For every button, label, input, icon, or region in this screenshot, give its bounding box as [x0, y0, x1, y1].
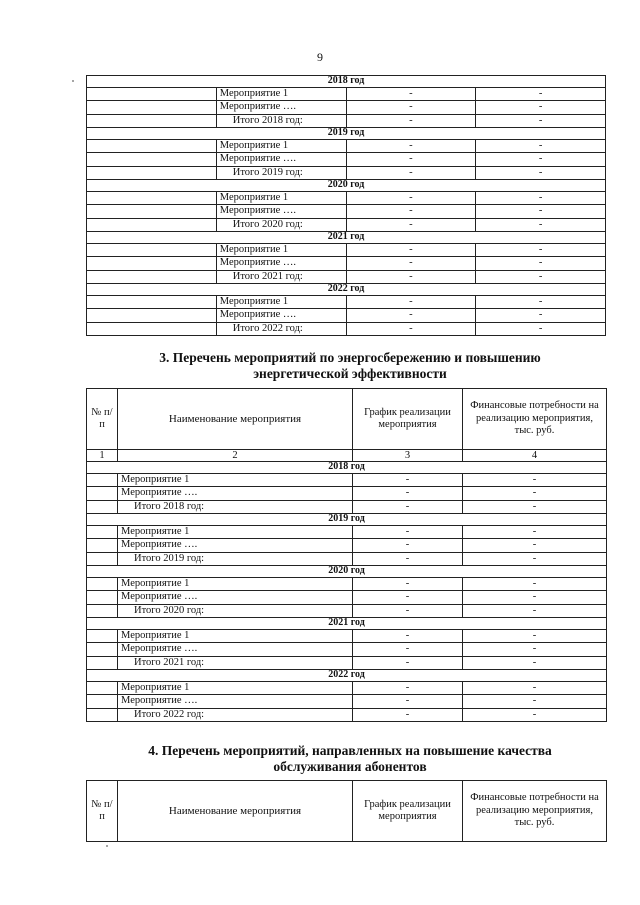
row-number-cell	[87, 539, 118, 553]
section-3-title-line-1: 3. Перечень мероприятий по энергосбережению и повышению	[159, 350, 541, 365]
row-number-cell	[87, 708, 118, 722]
finance-cell: -	[476, 257, 606, 271]
total-label-cell: Итого 2021 год:	[118, 656, 353, 670]
year-group-row	[87, 284, 606, 296]
finance-cell: -	[463, 629, 607, 643]
total-label-cell: Итого 2021 год:	[216, 270, 346, 284]
event-name-cell: Мероприятие 1	[118, 525, 353, 539]
col-number-1: 1	[87, 450, 118, 462]
header-num: № п/п	[87, 781, 118, 842]
schedule-cell: -	[346, 166, 476, 180]
table-row	[87, 591, 607, 605]
table-row	[87, 205, 606, 219]
finance-cell: -	[463, 681, 607, 695]
year-group-row	[87, 462, 607, 474]
row-number-cell	[87, 500, 118, 514]
schedule-cell: -	[346, 114, 476, 128]
row-number-cell	[87, 604, 118, 618]
table-header-row	[87, 389, 607, 450]
header-finance: Финансовые потребности на реализацию мероприятия, тыс. руб.	[463, 389, 607, 450]
total-row	[87, 552, 607, 566]
finance-cell: -	[476, 191, 606, 205]
row-number-cell	[87, 643, 118, 657]
total-label-cell: Итого 2018 год:	[118, 500, 353, 514]
total-label-cell: Итого 2019 год:	[216, 166, 346, 180]
schedule-cell: -	[353, 591, 463, 605]
event-name-cell: Мероприятие ….	[118, 695, 353, 709]
schedule-cell: -	[353, 552, 463, 566]
event-name-cell: Мероприятие ….	[216, 153, 346, 167]
event-name-cell: Мероприятие ….	[216, 101, 346, 115]
table-row	[87, 629, 607, 643]
total-row	[87, 166, 606, 180]
row-number-cell	[87, 270, 217, 284]
table-row	[87, 487, 607, 501]
table-row	[87, 295, 606, 309]
schedule-cell: -	[353, 473, 463, 487]
year-label: 2018 год	[87, 462, 607, 474]
row-number-cell	[87, 87, 217, 101]
schedule-cell: -	[346, 101, 476, 115]
finance-cell: -	[463, 656, 607, 670]
event-name-cell: Мероприятие ….	[118, 487, 353, 501]
finance-cell: -	[476, 218, 606, 232]
total-row	[87, 114, 606, 128]
year-group-row	[87, 180, 606, 192]
year-group-row	[87, 514, 607, 526]
year-label: 2021 год	[87, 232, 606, 244]
row-number-cell	[87, 295, 217, 309]
finance-cell: -	[476, 295, 606, 309]
event-name-cell: Мероприятие ….	[216, 205, 346, 219]
row-number-cell	[87, 681, 118, 695]
energy-saving-events-table	[86, 388, 607, 722]
table-row	[87, 681, 607, 695]
row-number-cell	[87, 552, 118, 566]
year-label: 2020 год	[87, 566, 607, 578]
event-name-cell: Мероприятие ….	[216, 309, 346, 323]
finance-cell: -	[463, 708, 607, 722]
event-name-cell: Мероприятие 1	[216, 295, 346, 309]
schedule-cell: -	[346, 218, 476, 232]
table-row	[87, 695, 607, 709]
finance-cell: -	[476, 101, 606, 115]
finance-cell: -	[463, 487, 607, 501]
year-label: 2021 год	[87, 618, 607, 630]
table-row	[87, 243, 606, 257]
finance-cell: -	[463, 591, 607, 605]
table-row	[87, 257, 606, 271]
finance-cell: -	[476, 87, 606, 101]
table-header-row	[87, 781, 607, 842]
total-row	[87, 500, 607, 514]
service-quality-events-table	[86, 780, 607, 842]
finance-cell: -	[463, 500, 607, 514]
total-label-cell: Итого 2018 год:	[216, 114, 346, 128]
col-number-2: 2	[118, 450, 353, 462]
table-row	[87, 139, 606, 153]
schedule-cell: -	[353, 629, 463, 643]
table-row	[87, 153, 606, 167]
finance-cell: -	[476, 270, 606, 284]
schedule-cell: -	[353, 577, 463, 591]
section-4-title	[60, 743, 640, 775]
event-name-cell: Мероприятие 1	[118, 577, 353, 591]
total-row	[87, 322, 606, 336]
schedule-cell: -	[346, 270, 476, 284]
schedule-cell: -	[353, 656, 463, 670]
year-group-row	[87, 618, 607, 630]
schedule-cell: -	[353, 525, 463, 539]
total-row	[87, 270, 606, 284]
row-number-cell	[87, 473, 118, 487]
event-name-cell: Мероприятие 1	[118, 473, 353, 487]
schedule-cell: -	[353, 604, 463, 618]
finance-cell: -	[476, 166, 606, 180]
header-name: Наименование мероприятия	[118, 781, 353, 842]
event-name-cell: Мероприятие ….	[118, 591, 353, 605]
row-number-cell	[87, 322, 217, 336]
table-row	[87, 643, 607, 657]
total-label-cell: Итого 2022 год:	[216, 322, 346, 336]
total-row	[87, 218, 606, 232]
section-4-title-line-2: обслуживания абонентов	[273, 759, 427, 774]
schedule-cell: -	[346, 153, 476, 167]
total-label-cell: Итого 2020 год:	[118, 604, 353, 618]
header-schedule: График реализации мероприятия	[353, 781, 463, 842]
schedule-cell: -	[353, 487, 463, 501]
year-group-row	[87, 670, 607, 682]
row-number-cell	[87, 629, 118, 643]
schedule-cell: -	[346, 257, 476, 271]
table-row	[87, 191, 606, 205]
schedule-cell: -	[346, 205, 476, 219]
year-label: 2019 год	[87, 514, 607, 526]
table-row	[87, 539, 607, 553]
event-name-cell: Мероприятие ….	[216, 257, 346, 271]
finance-cell: -	[463, 539, 607, 553]
events-table-continued	[86, 75, 606, 336]
row-number-cell	[87, 577, 118, 591]
total-label-cell: Итого 2022 год:	[118, 708, 353, 722]
event-name-cell: Мероприятие ….	[118, 539, 353, 553]
row-number-cell	[87, 139, 217, 153]
finance-cell: -	[463, 473, 607, 487]
header-name: Наименование мероприятия	[118, 389, 353, 450]
row-number-cell	[87, 591, 118, 605]
row-number-cell	[87, 191, 217, 205]
scan-speck	[106, 845, 108, 847]
event-name-cell: Мероприятие 1	[118, 681, 353, 695]
event-name-cell: Мероприятие ….	[118, 643, 353, 657]
row-number-cell	[87, 487, 118, 501]
row-number-cell	[87, 218, 217, 232]
event-name-cell: Мероприятие 1	[118, 629, 353, 643]
schedule-cell: -	[353, 500, 463, 514]
event-name-cell: Мероприятие 1	[216, 139, 346, 153]
row-number-cell	[87, 205, 217, 219]
total-label-cell: Итого 2019 год:	[118, 552, 353, 566]
table-row	[87, 101, 606, 115]
finance-cell: -	[476, 114, 606, 128]
header-num: № п/п	[87, 389, 118, 450]
page-number: 9	[317, 50, 323, 64]
total-row	[87, 708, 607, 722]
table-row	[87, 577, 607, 591]
finance-cell: -	[463, 525, 607, 539]
schedule-cell: -	[346, 322, 476, 336]
row-number-cell	[87, 656, 118, 670]
schedule-cell: -	[353, 695, 463, 709]
finance-cell: -	[476, 243, 606, 257]
year-group-row	[87, 566, 607, 578]
header-schedule: График реализации мероприятия	[353, 389, 463, 450]
finance-cell: -	[463, 552, 607, 566]
year-label: 2020 год	[87, 180, 606, 192]
schedule-cell: -	[346, 295, 476, 309]
year-label: 2022 год	[87, 670, 607, 682]
schedule-cell: -	[346, 309, 476, 323]
finance-cell: -	[463, 695, 607, 709]
row-number-cell	[87, 243, 217, 257]
schedule-cell: -	[346, 87, 476, 101]
year-group-row	[87, 232, 606, 244]
header-finance: Финансовые потребности на реализацию мероприятия, тыс. руб.	[463, 781, 607, 842]
schedule-cell: -	[346, 243, 476, 257]
row-number-cell	[87, 153, 217, 167]
scan-speck	[72, 80, 74, 82]
row-number-cell	[87, 101, 217, 115]
section-4-title-line-1: 4. Перечень мероприятий, направленных на повышение качества	[148, 743, 552, 758]
finance-cell: -	[476, 139, 606, 153]
event-name-cell: Мероприятие 1	[216, 191, 346, 205]
schedule-cell: -	[353, 643, 463, 657]
total-label-cell: Итого 2020 год:	[216, 218, 346, 232]
year-group-row	[87, 128, 606, 140]
row-number-cell	[87, 114, 217, 128]
finance-cell: -	[463, 577, 607, 591]
row-number-cell	[87, 309, 217, 323]
total-row	[87, 656, 607, 670]
finance-cell: -	[476, 309, 606, 323]
table-row	[87, 473, 607, 487]
table-row	[87, 309, 606, 323]
section-3-title	[60, 350, 640, 382]
table-row	[87, 525, 607, 539]
schedule-cell: -	[346, 139, 476, 153]
finance-cell: -	[476, 205, 606, 219]
schedule-cell: -	[353, 708, 463, 722]
col-number-3: 3	[353, 450, 463, 462]
row-number-cell	[87, 525, 118, 539]
year-label: 2019 год	[87, 128, 606, 140]
finance-cell: -	[463, 604, 607, 618]
schedule-cell: -	[353, 539, 463, 553]
finance-cell: -	[476, 153, 606, 167]
col-number-4: 4	[463, 450, 607, 462]
event-name-cell: Мероприятие 1	[216, 243, 346, 257]
finance-cell: -	[476, 322, 606, 336]
section-3-title-line-2: энергетической эффективности	[253, 366, 447, 381]
row-number-cell	[87, 166, 217, 180]
column-numbers-row	[87, 450, 607, 462]
event-name-cell: Мероприятие 1	[216, 87, 346, 101]
schedule-cell: -	[353, 681, 463, 695]
row-number-cell	[87, 257, 217, 271]
total-row	[87, 604, 607, 618]
year-label: 2018 год	[87, 76, 606, 88]
schedule-cell: -	[346, 191, 476, 205]
year-group-row	[87, 76, 606, 88]
table-row	[87, 87, 606, 101]
row-number-cell	[87, 695, 118, 709]
finance-cell: -	[463, 643, 607, 657]
year-label: 2022 год	[87, 284, 606, 296]
